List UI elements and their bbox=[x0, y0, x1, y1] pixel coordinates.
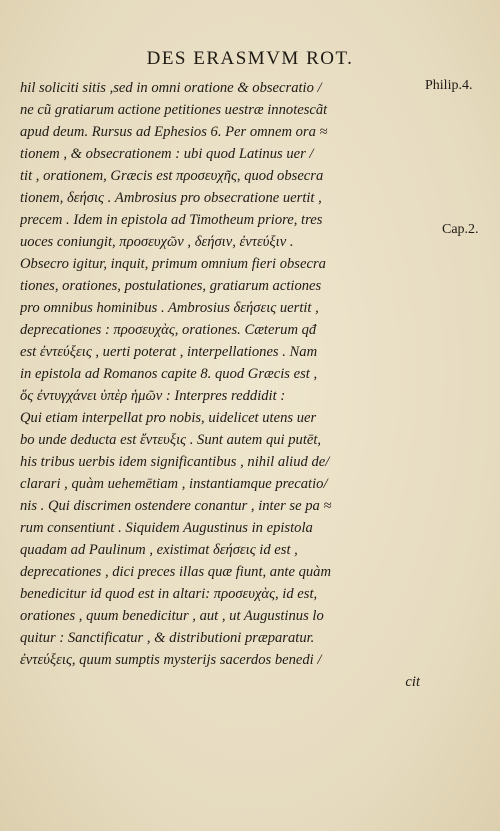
text-line: precem . Idem in epistola ad Timotheum priore, tres bbox=[20, 212, 323, 228]
text-line: Obsecro igitur, inquit, primum omnium fieri obsecra bbox=[20, 256, 326, 272]
text-line: tionem, δεήσις . Ambrosius pro obsecratione uertit , bbox=[20, 190, 322, 206]
text-line: hil soliciti sitis ,sed in omni oratione & obsecratio / bbox=[20, 80, 322, 96]
text-line: deprecationes : προσευχὰς, orationes. Cæterum qđ bbox=[20, 322, 317, 338]
body-text bbox=[20, 77, 420, 693]
text-line: benedicitur id quod est in altari: προσευχὰς, id est, bbox=[20, 586, 318, 602]
text-line: clarari , quàm uehemētiam , instantiamque precatio/ bbox=[20, 476, 328, 492]
text-line: ἐντεύξεις, quum sumptis mysterijs sacerdos benedi / bbox=[20, 652, 322, 668]
text-line: est ἐντεύξεις , uerti poterat , interpellationes . Nam bbox=[20, 344, 318, 360]
text-line: quadam ad Paulinum , existimat δεήσεις id est , bbox=[20, 542, 298, 558]
text-line: nis . Qui discrimen ostendere conantur , inter se pa ≈ bbox=[20, 498, 332, 514]
catchword: cit bbox=[405, 674, 420, 690]
margin-note-cap: Cap.2. bbox=[442, 222, 479, 237]
text-line: apud deum. Rursus ad Ephesios 6. Per omnem ora ≈ bbox=[20, 124, 328, 140]
text-line: bo unde deducta est ἔντευξις . Sunt autem qui putēt, bbox=[20, 432, 322, 448]
text-line: orationes , quum benedicitur , aut , ut Augustinus lo bbox=[20, 608, 324, 624]
running-header: DES ERASMVM ROT. bbox=[146, 48, 354, 69]
text-line: ne cũ gratiarum actione petitiones uestræ innotescãt bbox=[20, 102, 328, 118]
text-line: his tribus uerbis idem significantibus , nihil aliud de/ bbox=[20, 454, 330, 470]
text-line: deprecationes , dici preces illas quæ fiunt, ante quàm bbox=[20, 564, 332, 580]
margin-note-philip: Philip.4. bbox=[425, 78, 473, 93]
text-line: in epistola ad Romanos capite 8. quod Græcis est , bbox=[20, 366, 318, 382]
text-line: uoces coniungit, προσευχῶν , δεήσιν, ἐντεύξιν . bbox=[20, 234, 294, 250]
text-line: pro omnibus hominibus . Ambrosius δεήσεις uertit , bbox=[20, 300, 319, 316]
text-line: tit , orationem, Græcis est προσευχῆς, quod obsecra bbox=[20, 168, 324, 184]
text-line: tiones, orationes, postulationes, gratiarum actiones bbox=[20, 278, 322, 294]
text-line: quitur : Sanctificatur , & distributioni præparatur. bbox=[20, 630, 315, 646]
text-line: Qui etiam interpellat pro nobis, uidelicet utens uer bbox=[20, 410, 317, 426]
text-line: ὅς ἐντυγχάνει ὑπὲρ ἡμῶν : Interpres reddidit : bbox=[20, 388, 286, 404]
text-line: rum consentiunt . Siquidem Augustinus in epistola bbox=[20, 520, 313, 536]
text-line: tionem , & obsecrationem : ubi quod Latinus uer / bbox=[20, 146, 314, 162]
